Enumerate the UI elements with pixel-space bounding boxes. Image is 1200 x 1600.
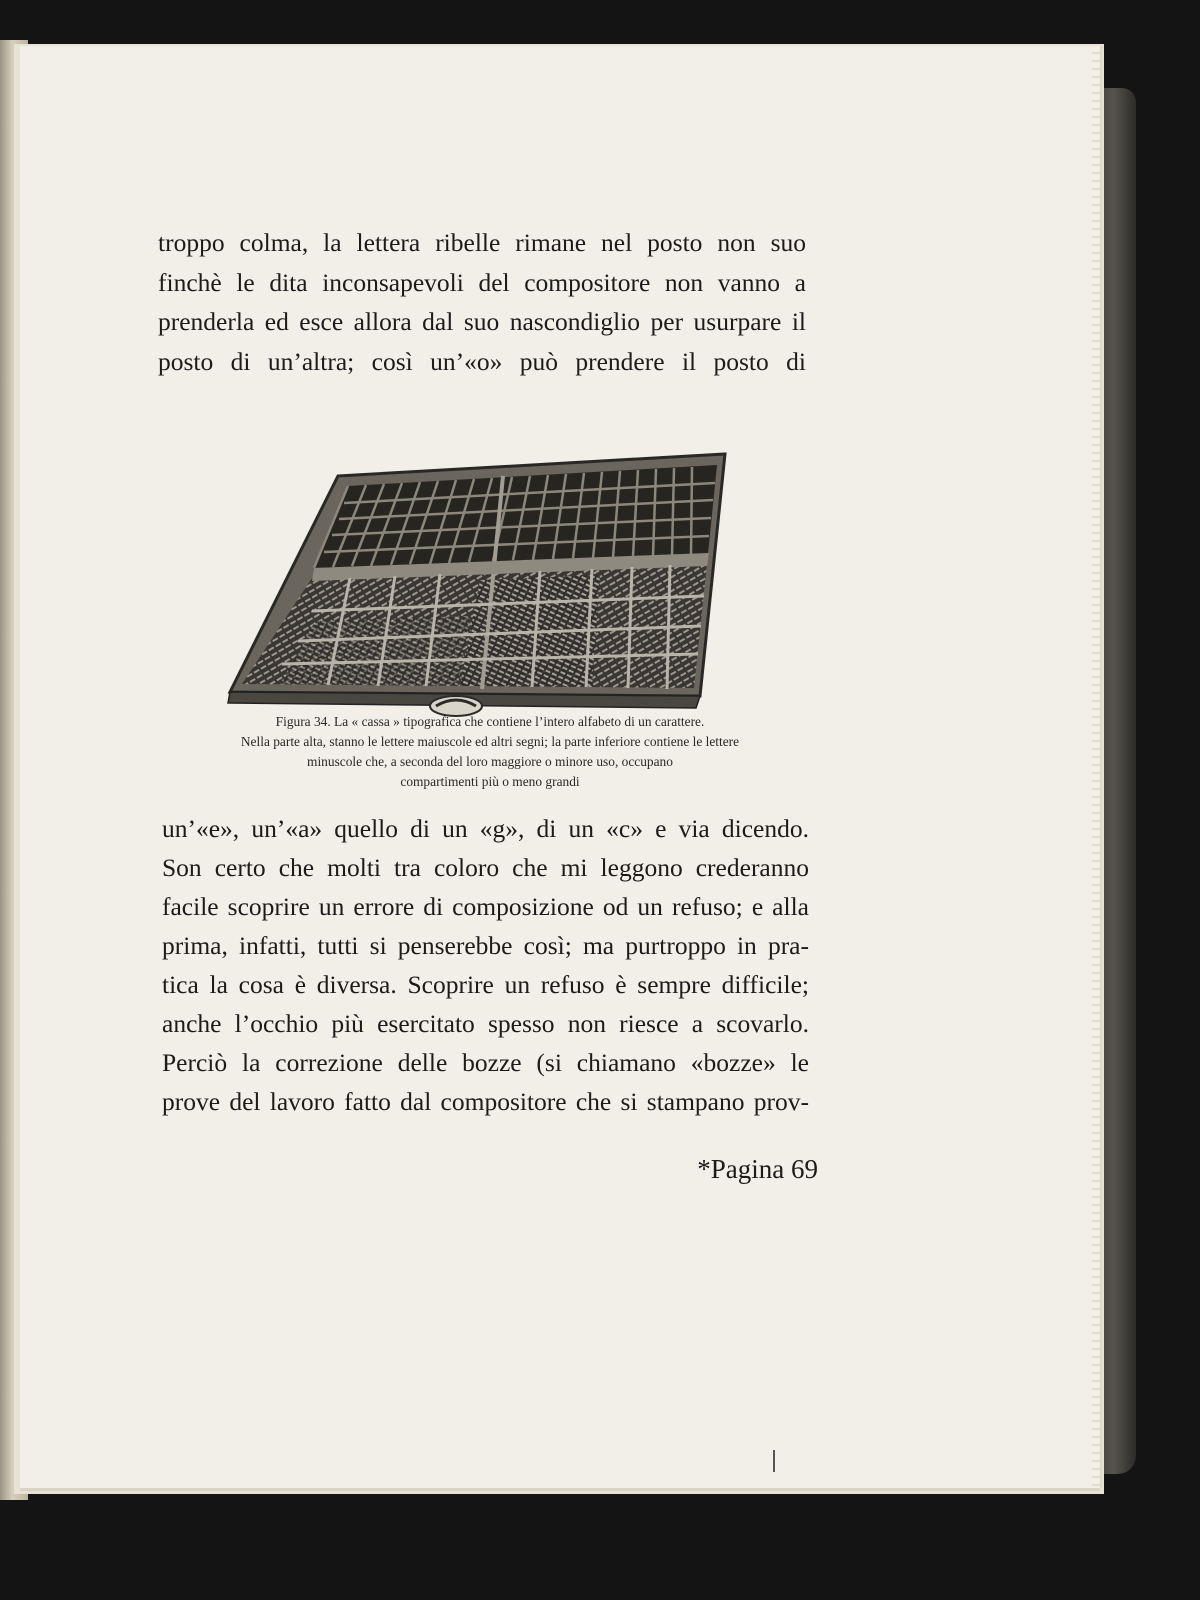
paper-mark xyxy=(773,1450,775,1472)
text-line: facile scoprire un errore di composizione od un refuso; e alla xyxy=(162,892,809,921)
text-line: finchè le dita inconsapevoli del compositore non vanno a xyxy=(158,267,806,297)
paragraph-top xyxy=(158,223,806,381)
caption-line: minuscole che, a seconda del loro maggiore o minore uso, occupano xyxy=(307,754,673,769)
text-line: tica la cosa è diversa. Scoprire un refuso è sempre difficile; xyxy=(162,970,809,999)
caption-line: Nella parte alta, stanno le lettere maiuscole ed altri segni; la parte inferiore contiene le lettere xyxy=(240,734,740,749)
page-footnote: *Pagina 69 xyxy=(697,1154,818,1184)
text-line: Perciò la correzione delle bozze (si chiamano «bozze» le xyxy=(162,1048,809,1077)
paragraph-bottom xyxy=(162,809,809,1121)
text-line: anche l’occhio più esercitato spesso non riesce a scovarlo. xyxy=(162,1009,809,1038)
text-line: prenderla ed esce allora dal suo nascondiglio per usurpare il xyxy=(158,307,806,336)
text-line: prove del lavoro fatto dal compositore che si stampano prov- xyxy=(162,1087,809,1116)
caption-line: Figura 34. La « cassa » tipografica che contiene l’intero alfabeto di un carattere. xyxy=(275,714,705,729)
deckle-edge xyxy=(1092,46,1100,1488)
text-line: un’«e», un’«a» quello di un «g», di un «c» e via dicendo. xyxy=(162,814,809,843)
text-line: posto di un’altra; così un’«o» può prendere il posto di xyxy=(158,346,806,376)
book-page xyxy=(20,46,1100,1488)
caption-line: compartimenti più o meno grandi xyxy=(400,774,580,789)
figure-caption xyxy=(160,712,820,792)
text-line: Son certo che molti tra coloro che mi leggono crederanno xyxy=(162,853,809,882)
text-line: prima, infatti, tutti si penserebbe così; ma purtroppo in pra- xyxy=(162,931,809,960)
text-line: troppo colma, la lettera ribelle rimane nel posto non suo xyxy=(158,228,806,257)
